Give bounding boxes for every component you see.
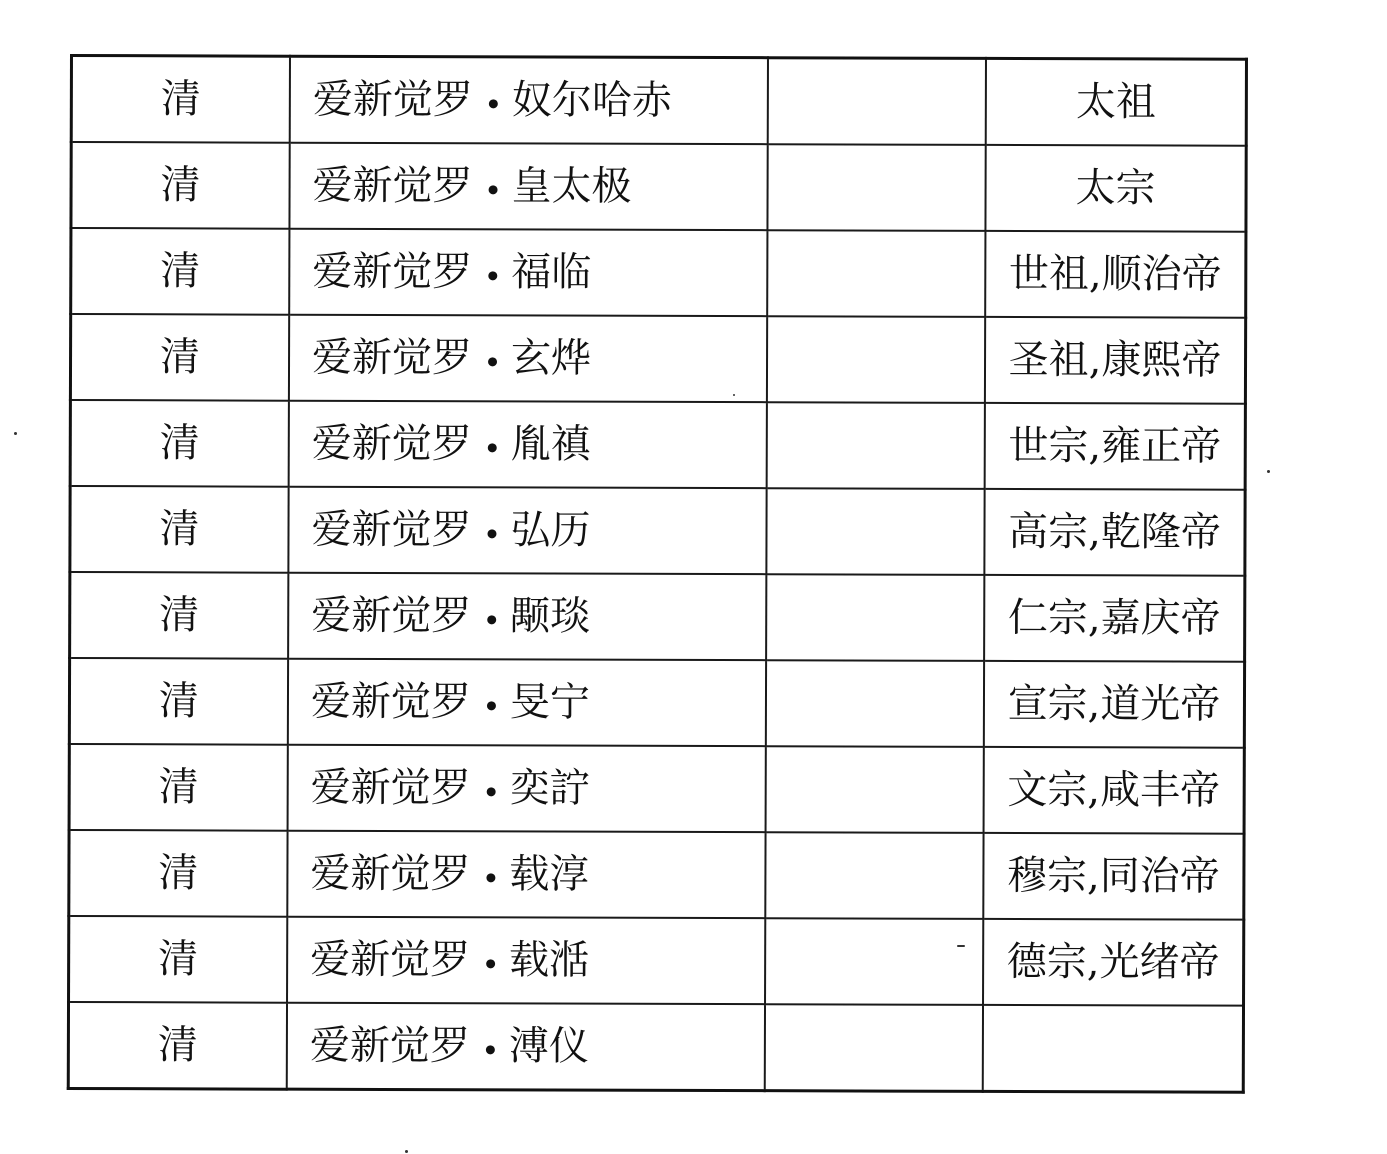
name-cell	[288, 745, 766, 833]
dynasty-cell: 清	[69, 916, 288, 1003]
given-name: 奕詝	[509, 765, 590, 812]
surname: 爱新觉罗	[312, 162, 473, 210]
blank-cell	[766, 574, 984, 661]
blank-cell	[765, 918, 983, 1005]
separator-dot-icon	[486, 959, 495, 968]
separator-dot-icon	[489, 185, 498, 194]
table-row	[69, 916, 1244, 1006]
title-cell: 仁宗,嘉庆帝	[984, 575, 1245, 662]
surname: 爱新觉罗	[311, 506, 472, 554]
surname: 爱新觉罗	[310, 764, 471, 812]
table-row	[70, 400, 1245, 490]
dynasty-cell: 清	[70, 400, 289, 487]
scan-speck	[405, 1150, 408, 1153]
surname: 爱新觉罗	[311, 334, 473, 382]
separator-dot-icon	[487, 701, 496, 710]
surname: 爱新觉罗	[310, 678, 472, 726]
surname: 爱新觉罗	[311, 592, 472, 640]
dynasty-cell: 清	[69, 830, 288, 917]
name-cell	[289, 143, 767, 231]
title-cell: 世祖,顺治帝	[985, 231, 1246, 318]
separator-dot-icon	[486, 873, 495, 882]
dynasty-cell: 清	[68, 1002, 287, 1089]
surname: 爱新觉罗	[311, 420, 472, 468]
scan-speck	[1267, 470, 1270, 473]
separator-dot-icon	[487, 529, 496, 538]
name-cell	[287, 1003, 765, 1091]
given-name: 弘历	[510, 507, 591, 554]
table-row	[71, 142, 1246, 232]
given-name: 福临	[511, 249, 592, 296]
scan-speck	[14, 432, 17, 435]
surname: 爱新觉罗	[312, 76, 473, 124]
separator-dot-icon	[488, 443, 497, 452]
separator-dot-icon	[488, 357, 497, 366]
blank-cell	[767, 316, 985, 403]
given-name: 颙琰	[510, 593, 591, 640]
given-name: 胤禛	[510, 421, 591, 468]
scan-speck	[733, 394, 735, 396]
name-cell	[289, 401, 767, 489]
title-cell: 太祖	[986, 58, 1247, 145]
table-row	[71, 228, 1246, 318]
table-row	[68, 1002, 1243, 1092]
dynasty-cell: 清	[70, 314, 289, 401]
blank-cell	[767, 144, 985, 231]
surname: 爱新觉罗	[310, 850, 471, 898]
blank-cell	[765, 832, 983, 919]
title-cell: 德宗,光绪帝	[983, 919, 1244, 1006]
title-cell: 文宗,咸丰帝	[984, 747, 1245, 834]
dynasty-cell: 清	[70, 572, 289, 659]
table-row	[69, 744, 1244, 834]
blank-cell	[768, 58, 986, 145]
surname: 爱新觉罗	[309, 1022, 470, 1070]
given-name: 奴尔哈赤	[511, 77, 672, 124]
given-name: 旻宁	[509, 679, 591, 726]
table-row	[70, 572, 1245, 662]
given-name: 溥仪	[508, 1023, 589, 1070]
blank-cell	[767, 230, 985, 317]
title-cell: 高宗,乾隆帝	[984, 489, 1245, 576]
given-name: 皇太极	[511, 163, 632, 210]
blank-cell	[767, 402, 985, 489]
separator-dot-icon	[487, 615, 496, 624]
dynasty-cell: 清	[71, 56, 290, 143]
table-row	[70, 314, 1245, 404]
given-name: 载淳	[509, 851, 590, 898]
title-cell: 穆宗,同治帝	[983, 833, 1244, 920]
blank-cell	[766, 488, 984, 575]
surname: 爱新觉罗	[310, 936, 471, 984]
dynasty-cell: 清	[71, 228, 290, 315]
name-cell	[288, 487, 766, 575]
name-cell	[288, 659, 766, 747]
name-cell	[289, 315, 767, 403]
given-name: 玄烨	[510, 335, 592, 382]
blank-cell	[766, 660, 984, 747]
table-row	[71, 56, 1246, 146]
separator-dot-icon	[488, 271, 497, 280]
table-row	[70, 486, 1245, 576]
title-cell	[983, 1005, 1244, 1092]
given-name: 载湉	[509, 937, 590, 984]
name-cell	[287, 917, 765, 1005]
emperor-table	[67, 54, 1248, 1094]
name-cell	[290, 56, 768, 144]
emperor-table-body	[68, 56, 1246, 1093]
dynasty-cell: 清	[69, 744, 288, 831]
name-cell	[287, 831, 765, 919]
separator-dot-icon	[486, 1045, 495, 1054]
table-row	[69, 658, 1244, 748]
title-cell: 宣宗,道光帝	[984, 661, 1245, 748]
title-cell: 太宗	[985, 145, 1246, 232]
separator-dot-icon	[487, 787, 496, 796]
name-cell	[289, 229, 767, 317]
dynasty-cell: 清	[69, 658, 288, 745]
separator-dot-icon	[489, 99, 498, 108]
blank-cell	[765, 1004, 983, 1091]
name-cell	[288, 573, 766, 661]
title-cell: 圣祖,康熙帝	[985, 317, 1246, 404]
scan-speck	[957, 945, 965, 947]
blank-cell	[766, 746, 984, 833]
dynasty-cell: 清	[70, 486, 289, 573]
table-row	[69, 830, 1244, 920]
dynasty-cell: 清	[71, 142, 290, 229]
surname: 爱新觉罗	[312, 248, 473, 296]
title-cell: 世宗,雍正帝	[985, 403, 1246, 490]
